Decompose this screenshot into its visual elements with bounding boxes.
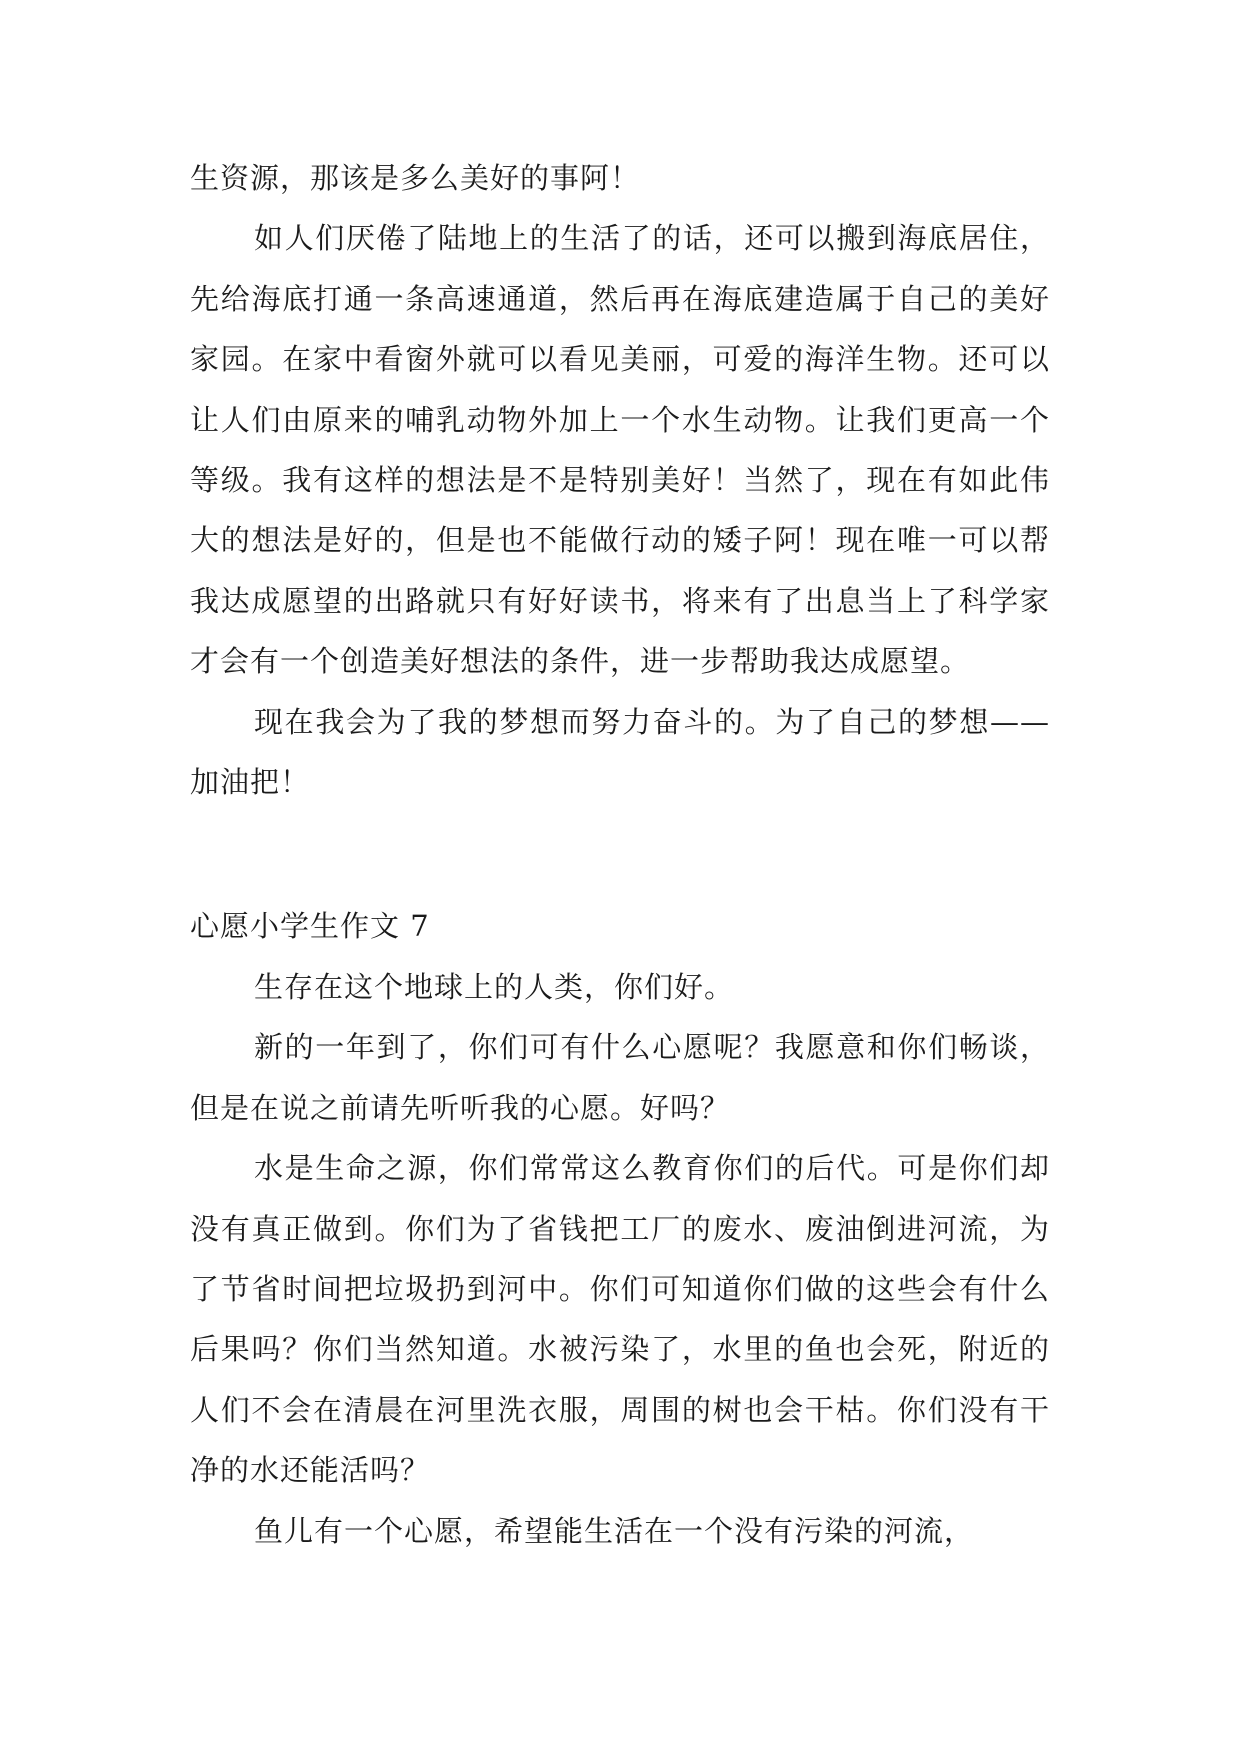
paragraph-undersea-home: 如人们厌倦了陆地上的生活了的话，还可以搬到海底居住，先给海底打通一条高速通道，然后再在海底建造属于自己的美好家园。在家中看窗外就可以看见美丽，可爱的海洋生物。还可以让人们由原来的哺乳动物外加上一个水生动物。让我们更高一个等级。我有这样的想法是不是特别美好！当然了，现在有如此伟大的想法是好的，但是也不能做行动的矮子阿！现在唯一可以帮我达成愿望的出路就只有好好读书，将来有了出息当上了科学家才会有一个创造美好想法的条件，进一步帮助我达成愿望。 [190, 221, 1050, 679]
paragraph-continuation: 生资源，那该是多么美好的事阿！ [190, 161, 641, 195]
paragraph-water-pollution: 水是生命之源，你们常常这么教育你们的后代。可是你们却没有真正做到。你们为了省钱把工厂的废水、废油倒进河流，为了节省时间把垃圾扔到河中。你们可知道你们做的这些会有什么后果吗？你们当然知道。水被污染了，水里的鱼也会死，附近的人们不会在清晨在河里洗衣服，周围的树也会干枯。你们没有干净的水还能活吗？ [190, 1151, 1050, 1488]
paragraph-greeting: 生存在这个地球上的人类，你们好。 [254, 969, 735, 1004]
paragraph-dream-resolve: 现在我会为了我的梦想而努力奋斗的。为了自己的梦想——加油把！ [190, 704, 1050, 800]
document-body [190, 148, 1050, 1561]
paragraph-new-year: 新的一年到了，你们可有什么心愿呢？我愿意和你们畅谈，但是在说之前请先听听我的心愿。好吗？ [190, 1030, 1050, 1125]
paragraph-fish-wish: 鱼儿有一个心愿，希望能生活在一个没有污染的河流， [254, 1513, 975, 1548]
essay-title: 心愿小学生作文 7 [190, 909, 430, 944]
